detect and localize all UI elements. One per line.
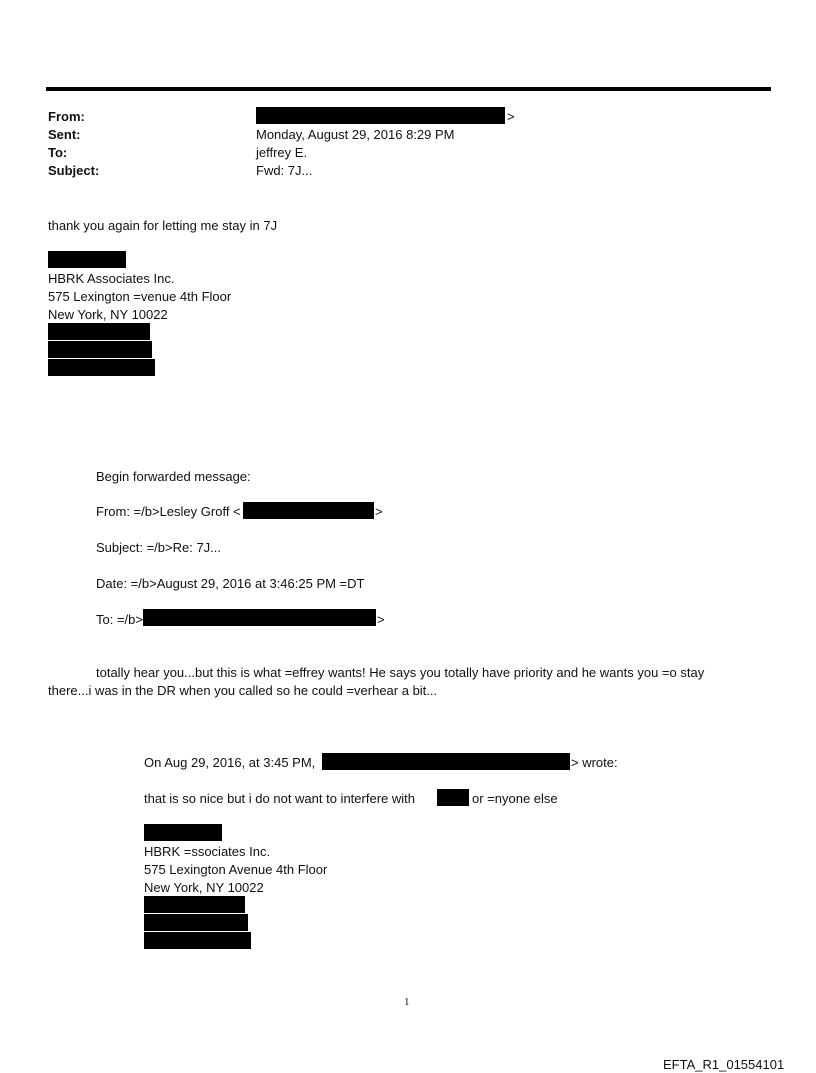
- forward-subject-line: Subject: =/b>Re: 7J...: [96, 540, 222, 555]
- redaction-forward-from-email: [243, 502, 374, 519]
- quoted-on-prefix: On Aug 29, 2016, at 3:45 PM,: [144, 755, 316, 770]
- quoted-signature-company: HBRK =ssociates Inc.: [144, 844, 271, 859]
- subject-label: Subject:: [48, 163, 100, 178]
- redaction-quoted-signature-line-2: [144, 914, 248, 931]
- redaction-signature-line-3: [48, 359, 155, 376]
- redaction-quoted-signature-name: [144, 824, 222, 841]
- redaction-quoted-signature-line-1: [144, 896, 245, 913]
- subject-value: Fwd: 7J...: [256, 163, 313, 178]
- document-id: EFTA_R1_01554101: [663, 1057, 785, 1072]
- to-value: jeffrey E.: [256, 145, 308, 160]
- forward-begin: Begin forwarded message:: [96, 469, 251, 484]
- sent-value: Monday, August 29, 2016 8:29 PM: [256, 127, 455, 142]
- from-label: From:: [48, 109, 85, 124]
- redaction-from-address: [256, 107, 505, 124]
- to-label: To:: [48, 145, 68, 160]
- quoted-signature-city: New York, NY 10022: [144, 880, 264, 895]
- intro-text: thank you again for letting me stay in 7J: [48, 218, 278, 233]
- sent-label: Sent:: [48, 127, 81, 142]
- redaction-sender-name: [48, 251, 126, 268]
- signature-city: New York, NY 10022: [48, 307, 168, 322]
- redaction-signature-line-1: [48, 323, 150, 340]
- quoted-signature-address: 575 Lexington Avenue 4th Floor: [144, 862, 328, 877]
- redaction-forward-to-email: [143, 609, 376, 626]
- quoted-on-suffix: > wrote:: [571, 755, 618, 770]
- forward-date-line: Date: =/b>August 29, 2016 at 3:46:25 PM =DT: [96, 576, 365, 591]
- quoted-text-prefix: that is so nice but i do not want to interfere with: [144, 791, 415, 806]
- header-rule: [46, 87, 771, 91]
- quoted-text-suffix: or =nyone else: [472, 791, 558, 806]
- page-number: 1: [404, 996, 410, 1008]
- signature-address: 575 Lexington =venue 4th Floor: [48, 289, 232, 304]
- forward-from-suffix: >: [375, 504, 383, 519]
- forward-to-suffix: >: [377, 612, 385, 627]
- redaction-signature-line-2: [48, 341, 152, 358]
- redaction-quoted-signature-line-3: [144, 932, 251, 949]
- redaction-quoted-sender: [322, 753, 570, 770]
- from-suffix: >: [507, 109, 515, 124]
- forward-from-line: From: =/b>Lesley Groff <: [96, 504, 241, 519]
- forward-message-line-2: there...i was in the DR when you called so he could =verhear a bit...: [48, 683, 438, 698]
- redaction-quoted-name: [437, 789, 469, 806]
- signature-company: HBRK Associates Inc.: [48, 271, 175, 286]
- forward-to-line: To: =/b>: [96, 612, 143, 627]
- forward-message-line-1: totally hear you...but this is what =effrey wants! He says you totally have priority and he wants you =o stay: [96, 665, 705, 680]
